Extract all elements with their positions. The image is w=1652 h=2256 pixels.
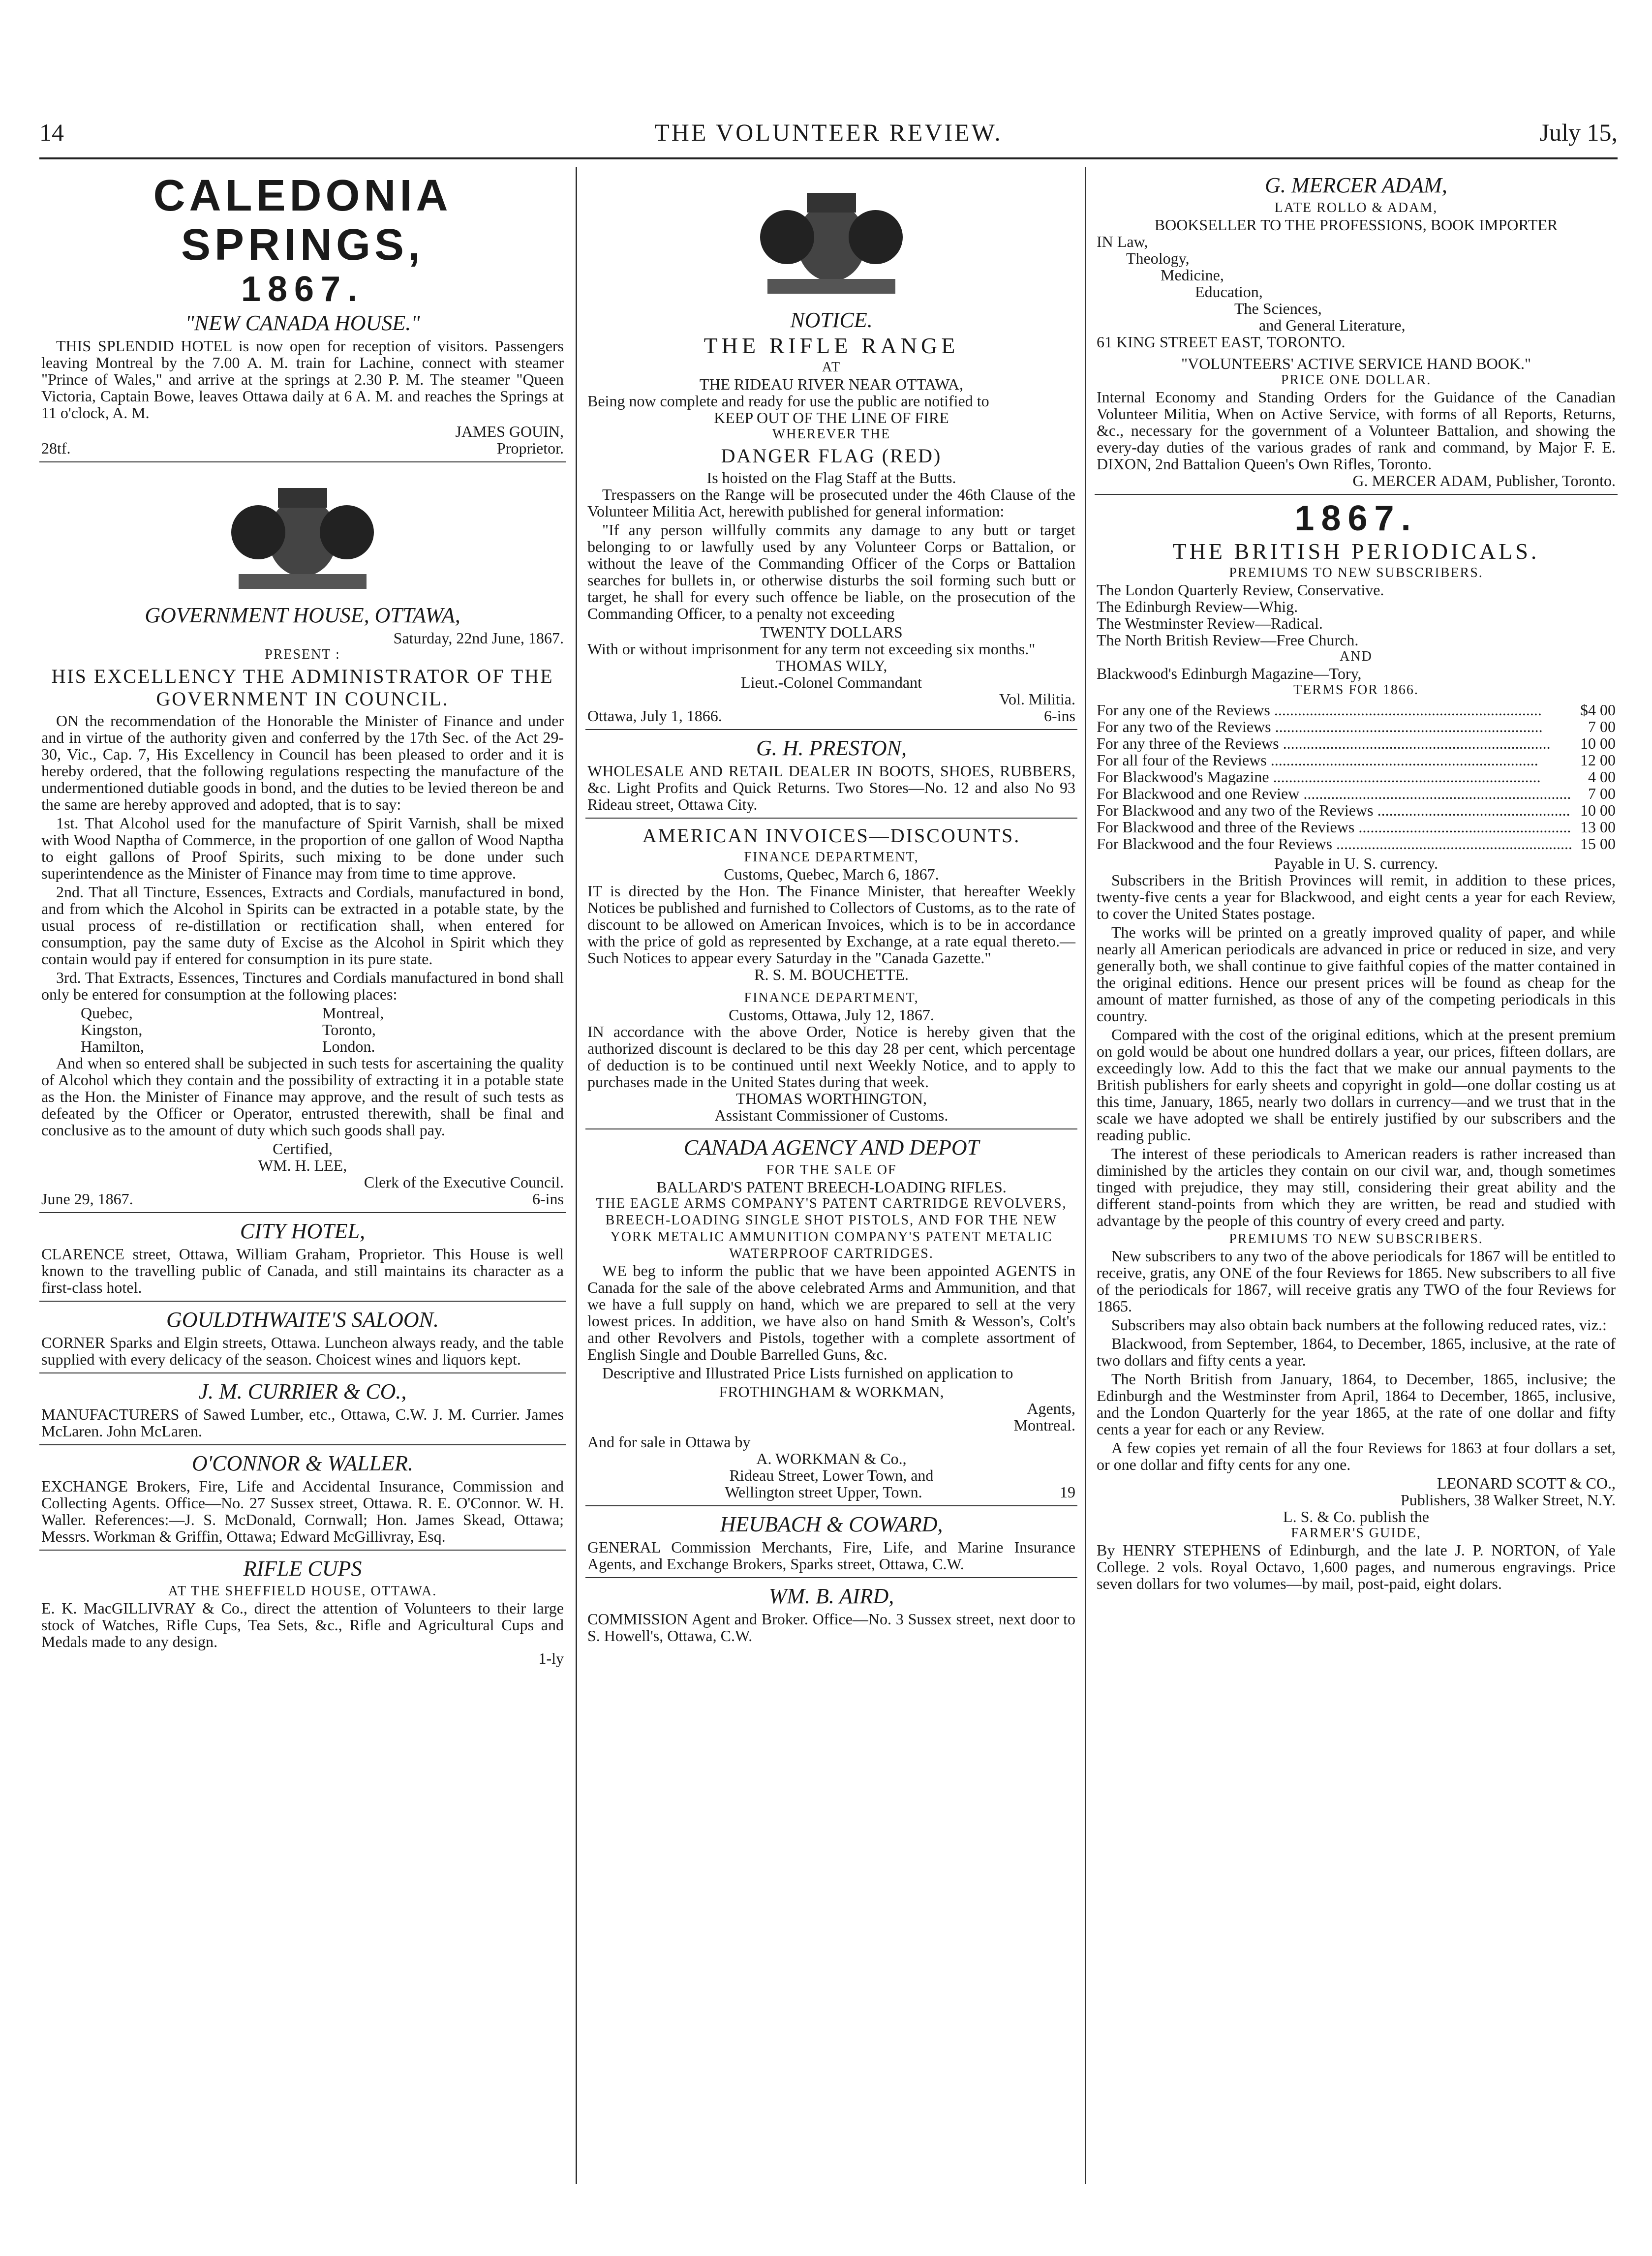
heubach-ad: HEUBACH & COWARD, GENERAL Commission Merchants, Fire, Life, and Marine Insurance Agents, and Exchange Brokers, Sparks street, Ottawa, C.W. — [585, 1506, 1077, 1578]
notice-heading: HIS EXCELLENCY THE ADMINISTRATOR OF THE GOVERNMENT IN COUNCIL. — [51, 665, 554, 710]
royal-coat-of-arms-icon — [214, 473, 391, 596]
ad-year: 1867. — [241, 270, 365, 309]
reviews-list: The London Quarterly Review, Conservative. The Edinburgh Review—Whig. The Westminster Review—Radical. The North British Review—Free Church. — [1097, 581, 1384, 649]
aird-ad: WM. B. AIRD, COMMISSION Agent and Broker. Office—No. 3 Sussex street, next door to S. Howell's, Ottawa, C.W. — [587, 1584, 1075, 1645]
preston-ad: G. H. PRESTON, WHOLESALE AND RETAIL DEALER IN BOOTS, SHOES, RUBBERS, &c. Light Profits and Quick Returns. Two Stores—No. 12 and also No 93 Rideau street, Ottawa City. — [585, 730, 1077, 819]
column-middle — [585, 167, 1077, 2233]
canada-agency-ad: CANADA AGENCY AND DEPOT FOR THE SALE OF BALLARD'S PATENT BREECH-LOADING RIFLES. THE EAGLE ARMS COMPANY'S PATENT CARTRIDGE REVOLVERS, BREECH-LOADING SINGLE SHOT PISTOLS, AND FOR THE NEW YORK METALIC AMMUNITION COMPANY'S PATENT METALIC WATERPROOF CARTRIDGES. WE beg to inform the public that we have been appointed AGENTS in Canada for the sale of the above celebrated Arms and Ammunition, and that we have a full supply on hand, which we are prepared to sell at the very lowest prices. In addition, we have also on hand Smith & Wesson's, Colt's and other Revolvers and Pistols, together with a complete assortment of English Single and Double Barrelled Guns, &c. Descriptive and Illustrated Price Lists furnished on application to FROTHINGHAM & WORKMAN, Agents, Montreal. And for sale in Ottawa by A. WORKMAN & Co., Rideau Street, Lower Town, and Wellington street Upper, Town. 19 — [585, 1129, 1077, 1506]
notice-signer: WM. H. LEE, — [258, 1157, 347, 1174]
oconnor-ad: O'CONNOR & WALLER. EXCHANGE Brokers, Fire, Life and Accidental Insurance, Commission and Collecting Agents. Office—No. 27 Sussex street, Ottawa. R. E. O'Connor. W. H. Waller. References:—J. S. McDonald, Cornwall; Hon. James Skead, Ottawa; Messrs. Workman & Griffin, Ottawa; Edward McGillivray, Esq. — [39, 1445, 566, 1551]
adam-ad: G. MERCER ADAM, LATE ROLLO & ADAM, BOOKSELLER TO THE PROFESSIONS, BOOK IMPORTER IN Law, Theology, Medicine, Education, The Sciences, and General Literature, 61 KING STREET EAST, TORONTO. "VOLUNTEERS' ACTIVE SERVICE HAND BOOK." PRICE ONE DOLLAR. Internal Economy and Standing Orders for the Guidance of the Canadian Volunteer Militia, When on Active Service, with forms of all Reports, Returns, &c., necessary for the government of a Volunteer Battalion, and showing the every-day duties of the various grades of rank and command, by Major F. E. DIXON, 2nd Battalion Queen's Own Rifles, Toronto. G. MERCER ADAM, Publisher, Toronto. — [1095, 167, 1618, 495]
places-list: Quebec, Montreal, Kingston, Toronto, Hamilton, London. — [81, 1004, 384, 1055]
invoices-notice: AMERICAN INVOICES—DISCOUNTS. FINANCE DEPARTMENT, Customs, Quebec, March 6, 1867. IT is directed by the Hon. The Finance Minister, that hereafter Weekly Notices be published and furnished to Collectors of Customs, as to the rate of discount to be allowed on American Invoices, which is to be in accordance with the price of gold as represented by Exchange, at a rate equal thereto.—Such Notices to appear every Saturday in the "Canada Gazette." R. S. M. BOUCHETTE. FINANCE DEPARTMENT, Customs, Ottawa, July 12, 1867. IN accordance with the above Order, Notice is hereby given that the authorized discount is declared to be this day 28 per cent, which percentage of deduction is to be continued until next Weekly Notice, and to apply to purchases made in the United States during that week. THOMAS WORTHINGTON, Assistant Commissioner of Customs. — [585, 819, 1077, 1129]
government-notice: GOVERNMENT HOUSE, OTTAWA, Saturday, 22nd June, 1867. PRESENT : HIS EXCELLENCY THE ADMINISTRATOR OF THE GOVERNMENT IN COUNCIL. ON the recommendation of the Honorable the Minister of Finance and under and in virtue of the authority given and conferred by the 17th Sec. of the Act 29-30, Vic., Cap. 7, His Excellency in Council has been pleased to order and it is hereby ordered, that the following regulations respecting the manufacture of the undermentioned dutiable goods in bond, and the duties to be levied thereon be and the same are hereby approved and adopted, that is to say: 1st. That Alcohol used for the manufacture of Spirit Varnish, shall be mixed with Wood Naptha of Commerce, in the proportion of one gallon of Wood Naptha to eight gallons of Proof Spirits, such mixing to be done under such superintendence as the Minister of Finance may from time to time approve. 2nd. That all Tincture, Essences, Extracts and Cordials, manufactured in bond, and from which the Alcohol in Spirits can be extracted in a potable state, by the usual process of re-distillation or rectification shall, when entered for consumption, pay the same duty of Excise as the Alcohol in Spirit which they contain would pay if entered for consumption in its pure state. 3rd. That Extracts, Essences, Tinctures and Cordials manufactured in bond shall only be entered for consumption at the following places: Quebec, Montreal, Kingston, Toronto, Hamilton, London. And when so entered shall be subjected in such tests for ascertaining the quality of Alcohol which they contain and the possibility of extracting it in a potable state as the Hon. the Minister of Finance may approve, and the result of such tests as defeated by the Officer or Operator, entrusted therewith, shall be final and conclusive as to the amount of duty which such goods shall pay. Certified, WM. H. LEE, Clerk of the Executive Council. June 29, 1867. 6-ins — [39, 462, 566, 1213]
rifle-range-notice: NOTICE. THE RIFLE RANGE AT THE RIDEAU RIVER NEAR OTTAWA, Being now complete and ready for use the public are notified to KEEP OUT OF THE LINE OF FIRE WHEREVER THE DANGER FLAG (RED) Is hoisted on the Flag Staff at the Butts. Trespassers on the Range will be prosecuted under the 46th Clause of the Volunteer Militia Act, herewith published for general information: "If any person willfully commits any damage to any butt or target belonging to or lawfully used by any Volunteer Corps or Battalion, or without the leave of the Commanding Officer of the Corps or Battalion searches for bullets in, or otherwise disturbs the soil forming such butt or target, he shall for every such offence be liable, on the prosecution of the Commanding Officer, to a penalty not exceeding TWENTY DOLLARS With or without imprisonment for any term not exceeding six months." THOMAS WILY, Lieut.-Colonel Commandant Vol. Militia. Ottawa, July 1, 1866. 6-ins — [585, 167, 1077, 730]
currier-ad: J. M. CURRIER & CO., MANUFACTURERS of Sawed Lumber, etc., Ottawa, C.W. J. M. Currier. James McLaren. John McLaren. — [39, 1373, 566, 1445]
column-divider — [576, 167, 577, 2184]
city-hotel-ad: CITY HOTEL, CLARENCE street, Ottawa, William Graham, Proprietor. This House is well known to the travelling public of Canada, and still maintains its character as a first-class hotel. — [39, 1213, 566, 1302]
notice-present: PRESENT : — [265, 647, 340, 662]
ad-title: CALEDONIA SPRINGS, — [153, 171, 452, 270]
page-header — [39, 118, 1618, 162]
british-periodicals-ad: 1867. THE BRITISH PERIODICALS. PREMIUMS TO NEW SUBSCRIBERS. The London Quarterly Review, Conservative. The Edinburgh Review—Whig. The Westminster Review—Radical. The North British Review—Free Church. AND Blackwood's Edinburgh Magazine—Tory, TERMS FOR 1866. For any one of the Reviews ..... $4 00 For any two of the Reviews ..... 7 00 For any three of the Reviews ..... 10 00 For all four of the Reviews ..... 12 00 For Blackwood's Magazine ..... 4 00 For Blackwood and one Review ..... 7 00 For Blackwood and any two of the Reviews ..... 10 00 For Blackwood and three of the Reviews ..... 13 00 For Blackwood and the four Reviews ..... 15 00 Payable in U. S. currency. Subscribers in the British Provinces will remit, in addition to these prices, twenty-five cents a year for Blackwood, and eight cents a year for each Review, to cover the United States postage. The works will be printed on a greatly improved quality of paper, and while nearly all American periodicals are advanced in price or reduced in size, and very generally both, we shall continue to give faithful copies of the matter contained in the original editions. Hence our present prices will be found as cheap for the amount of matter furnished, as those of any of the competing periodicals in this country. Compared with the cost of the original editions, which at the present premium on gold would be about one hundred dollars a year, our prices, fifteen dollars, are exceedingly low. Add to this the fact that we make our annual payments to the British publishers for early sheets and copyright in gold—one dollar costing us at this time, January, 1865, nearly two dollars in currency—and we trust that in the scale we have adopted we shall be entirely justified by our subscribers and the reading public. The interest of these periodicals to American readers is rather increased than diminished by the articles they contain on our civil war, and, though sometimes tinged with prejudice, they may still, considering their great ability and the different stand-points from which they are written, be read and studied with advantage by the people of this country of every creed and party. PREMIUMS TO NEW SUBSCRIBERS. New subscribers to any two of the above periodicals for 1867 will be entitled to receive, gratis, any ONE of the four Reviews for 1865. New subscribers to all five of the periodicals for 1867, will receive gratis any TWO of the four Reviews for 1865. Subscribers may also obtain back numbers at the following reduced rates, viz.: Blackwood, from September, 1864, to December, 1865, inclusive, at the rate of two dollars and fifty cents a year. The North British from January, 1864, to December, 1865, inclusive; the Edinburgh and the Westminster from April, 1864 to December, 1865, inclusive, and the London Quarterly for the year 1865, at the rate of one dollar and fifty cents a year for each or any Review. A few copies yet remain of all the four Reviews for 1863 at four dollars a set, or one dollar and fifty cents for any one. LEONARD SCOTT & CO., Publishers, 38 Walker Street, N.Y. L. S. & Co. publish the FARMER'S GUIDE, By HENRY STEPHENS of Edinburgh, and the late J. P. NORTON, of Yale College. 2 vols. Royal Octavo, 1,600 pages, and numerous engravings. Price seven dollars for two volumes—by mail, post-paid, eight dolars. — [1095, 495, 1618, 1597]
subjects-list: IN Law, Theology, Medicine, Education, The Sciences, and General Literature, — [1097, 233, 1406, 334]
header-rule — [39, 157, 1618, 159]
ad-body: THIS SPLENDID HOTEL is now open for reception of visitors. Passengers leaving Montreal by the 7.00 A. M. train for Lachine, connect with steamer "Prince of Wales," and arrive at the springs at 2.30 P. M. The steamer "Queen Victoria, Captain Bowe, leaves Ottawa daily at 6 A. M. and reaches the Springs at 11 o'clock, A. M. — [41, 337, 564, 422]
ad-signer: JAMES GOUIN, — [455, 423, 564, 440]
notice-title: GOVERNMENT HOUSE, OTTAWA, — [145, 603, 460, 627]
price-list: For any one of the Reviews ..... $4 00 For any two of the Reviews ..... 7 00 For any three of the Reviews ..... 10 00 For all four of the Reviews ..... 12 00 For Blackwood's Magazine ..... 4 00 For Blackwood and one Review ..... 7 00 For Blackwood and any two of the Reviews ..... 10 00 For Blackwood and three of the Reviews ..... 13 00 For Blackwood and the four Reviews ..... 15 00 — [1097, 701, 1616, 852]
ad-footer: 28tf. Proprietor. — [41, 439, 564, 457]
ad-subtitle: "NEW CANADA HOUSE." — [185, 311, 420, 335]
notice-body: ON the recommendation of the Honorable the Minister of Finance and under and in virtue of the authority given and conferred by the 17th Sec. of the Act 29-30, Vic., Cap. 7, His Excellency in Council has been pleased to order and it is hereby ordered, that the following regulations respecting the manufacture of the undermentioned dutiable goods in bond, and the duties to be levied thereon be and the same are hereby approved and adopted, that is to say: 1st. That Alcohol used for the manufacture of Spirit Varnish, shall be mixed with Wood Naptha of Commerce, in the proportion of one gallon of Wood Naptha to eight gallons of Proof Spirits, such mixing to be done under such superintendence as the Minister of Finance may from time to time approve. 2nd. That all Tincture, Essences, Extracts and Cordials, manufactured in bond, and from which the Alcohol in Spirits can be extracted in a potable state, by the usual process of re-distillation or rectification shall, when entered for consumption, pay the same duty of Excise as the Alcohol in Spirit which they contain would pay if entered for consumption in its pure state. 3rd. That Extracts, Essences, Tinctures and Cordials manufactured in bond shall only be entered for consumption at the following places: — [41, 712, 564, 1003]
caledonia-ad — [39, 167, 566, 462]
page-number: 14 — [39, 119, 64, 146]
column-left — [39, 167, 566, 2233]
notice-date: Saturday, 22nd June, 1867. — [393, 629, 564, 647]
issue-date: July 15, — [1539, 119, 1618, 146]
rifle-cups-ad: RIFLE CUPS AT THE SHEFFIELD HOUSE, OTTAWA. E. K. MacGILLIVRAY & Co., direct the attention of Volunteers to their large stock of Watches, Rifle Cups, Tea Sets, &c., Rifle and Agricultural Cups and Medals made to any design. 1-ly — [41, 1556, 564, 1667]
masthead-title: THE VOLUNTEER REVIEW. — [654, 119, 1003, 146]
column-right — [1095, 167, 1618, 2233]
column-divider — [1085, 167, 1086, 2184]
saloon-ad: GOULDTHWAITE'S SALOON. CORNER Sparks and Elgin streets, Ottawa. Luncheon always ready, and the table supplied with every delicacy of the season. Choicest wines and liquors kept. — [39, 1302, 566, 1373]
royal-coat-of-arms-icon — [743, 178, 920, 301]
